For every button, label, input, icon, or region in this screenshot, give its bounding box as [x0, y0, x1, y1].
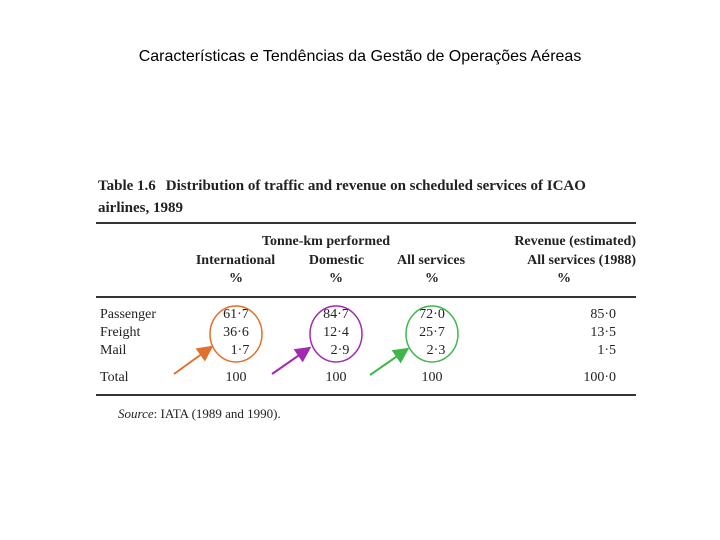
unit-international: %	[229, 271, 243, 286]
cell-mail-domestic: 2·9	[330, 343, 350, 358]
cell-freight-revenue: 13·5	[590, 325, 616, 340]
revenue-header-line1: Revenue (estimated)	[514, 234, 636, 249]
caption-text: Distribution of traffic and revenue on scheduled services of ICAO	[165, 178, 586, 194]
domestic-arrow	[272, 349, 308, 374]
group-header-tonne-km: Tonne-km performed	[261, 234, 391, 249]
highlight-annotations	[96, 176, 641, 436]
cell-freight-domestic: 12·4	[323, 325, 349, 340]
cell-passenger-revenue: 85·0	[590, 307, 616, 322]
cell-total-international: 100	[225, 370, 247, 385]
cell-passenger-all-services: 72·0	[419, 307, 445, 322]
cell-mail-all-services: 2·3	[426, 343, 446, 358]
source-label: Source	[118, 406, 154, 421]
cell-total-revenue: 100·0	[583, 370, 616, 385]
caption-text-continued: airlines, 1989	[98, 200, 183, 216]
cell-total-all-services: 100	[421, 370, 443, 385]
all-services-arrow	[370, 350, 406, 375]
scanned-table	[96, 176, 641, 436]
unit-revenue: %	[557, 271, 571, 286]
cell-freight-all-services: 25·7	[419, 325, 445, 340]
unit-domestic: %	[329, 271, 343, 286]
cell-freight-international: 36·6	[223, 325, 249, 340]
column-header-international: International	[195, 253, 276, 268]
cell-mail-revenue: 1·5	[597, 343, 616, 358]
cell-total-domestic: 100	[325, 370, 347, 385]
international-arrow	[174, 348, 210, 374]
cell-passenger-international: 61·7	[223, 307, 249, 322]
row-label-freight: Freight	[100, 325, 141, 340]
revenue-header-line2: All services (1988)	[527, 253, 636, 268]
all-services-circle	[406, 306, 458, 362]
unit-all-services: %	[425, 271, 439, 286]
slide-title: Características e Tendências da Gestão de Operações Aéreas	[138, 48, 582, 65]
cell-passenger-domestic: 84·7	[323, 307, 349, 322]
column-header-all-services: All services	[396, 253, 466, 268]
column-header-domestic: Domestic	[308, 253, 365, 268]
source-text: : IATA (1989 and 1990).	[153, 406, 281, 421]
domestic-circle	[310, 306, 362, 362]
row-label-total: Total	[100, 370, 129, 385]
cell-mail-international: 1·7	[230, 343, 250, 358]
table-number: Table 1.6	[98, 178, 156, 194]
international-circle	[210, 306, 262, 362]
row-label-passenger: Passenger	[100, 307, 156, 322]
row-label-mail: Mail	[100, 343, 127, 358]
